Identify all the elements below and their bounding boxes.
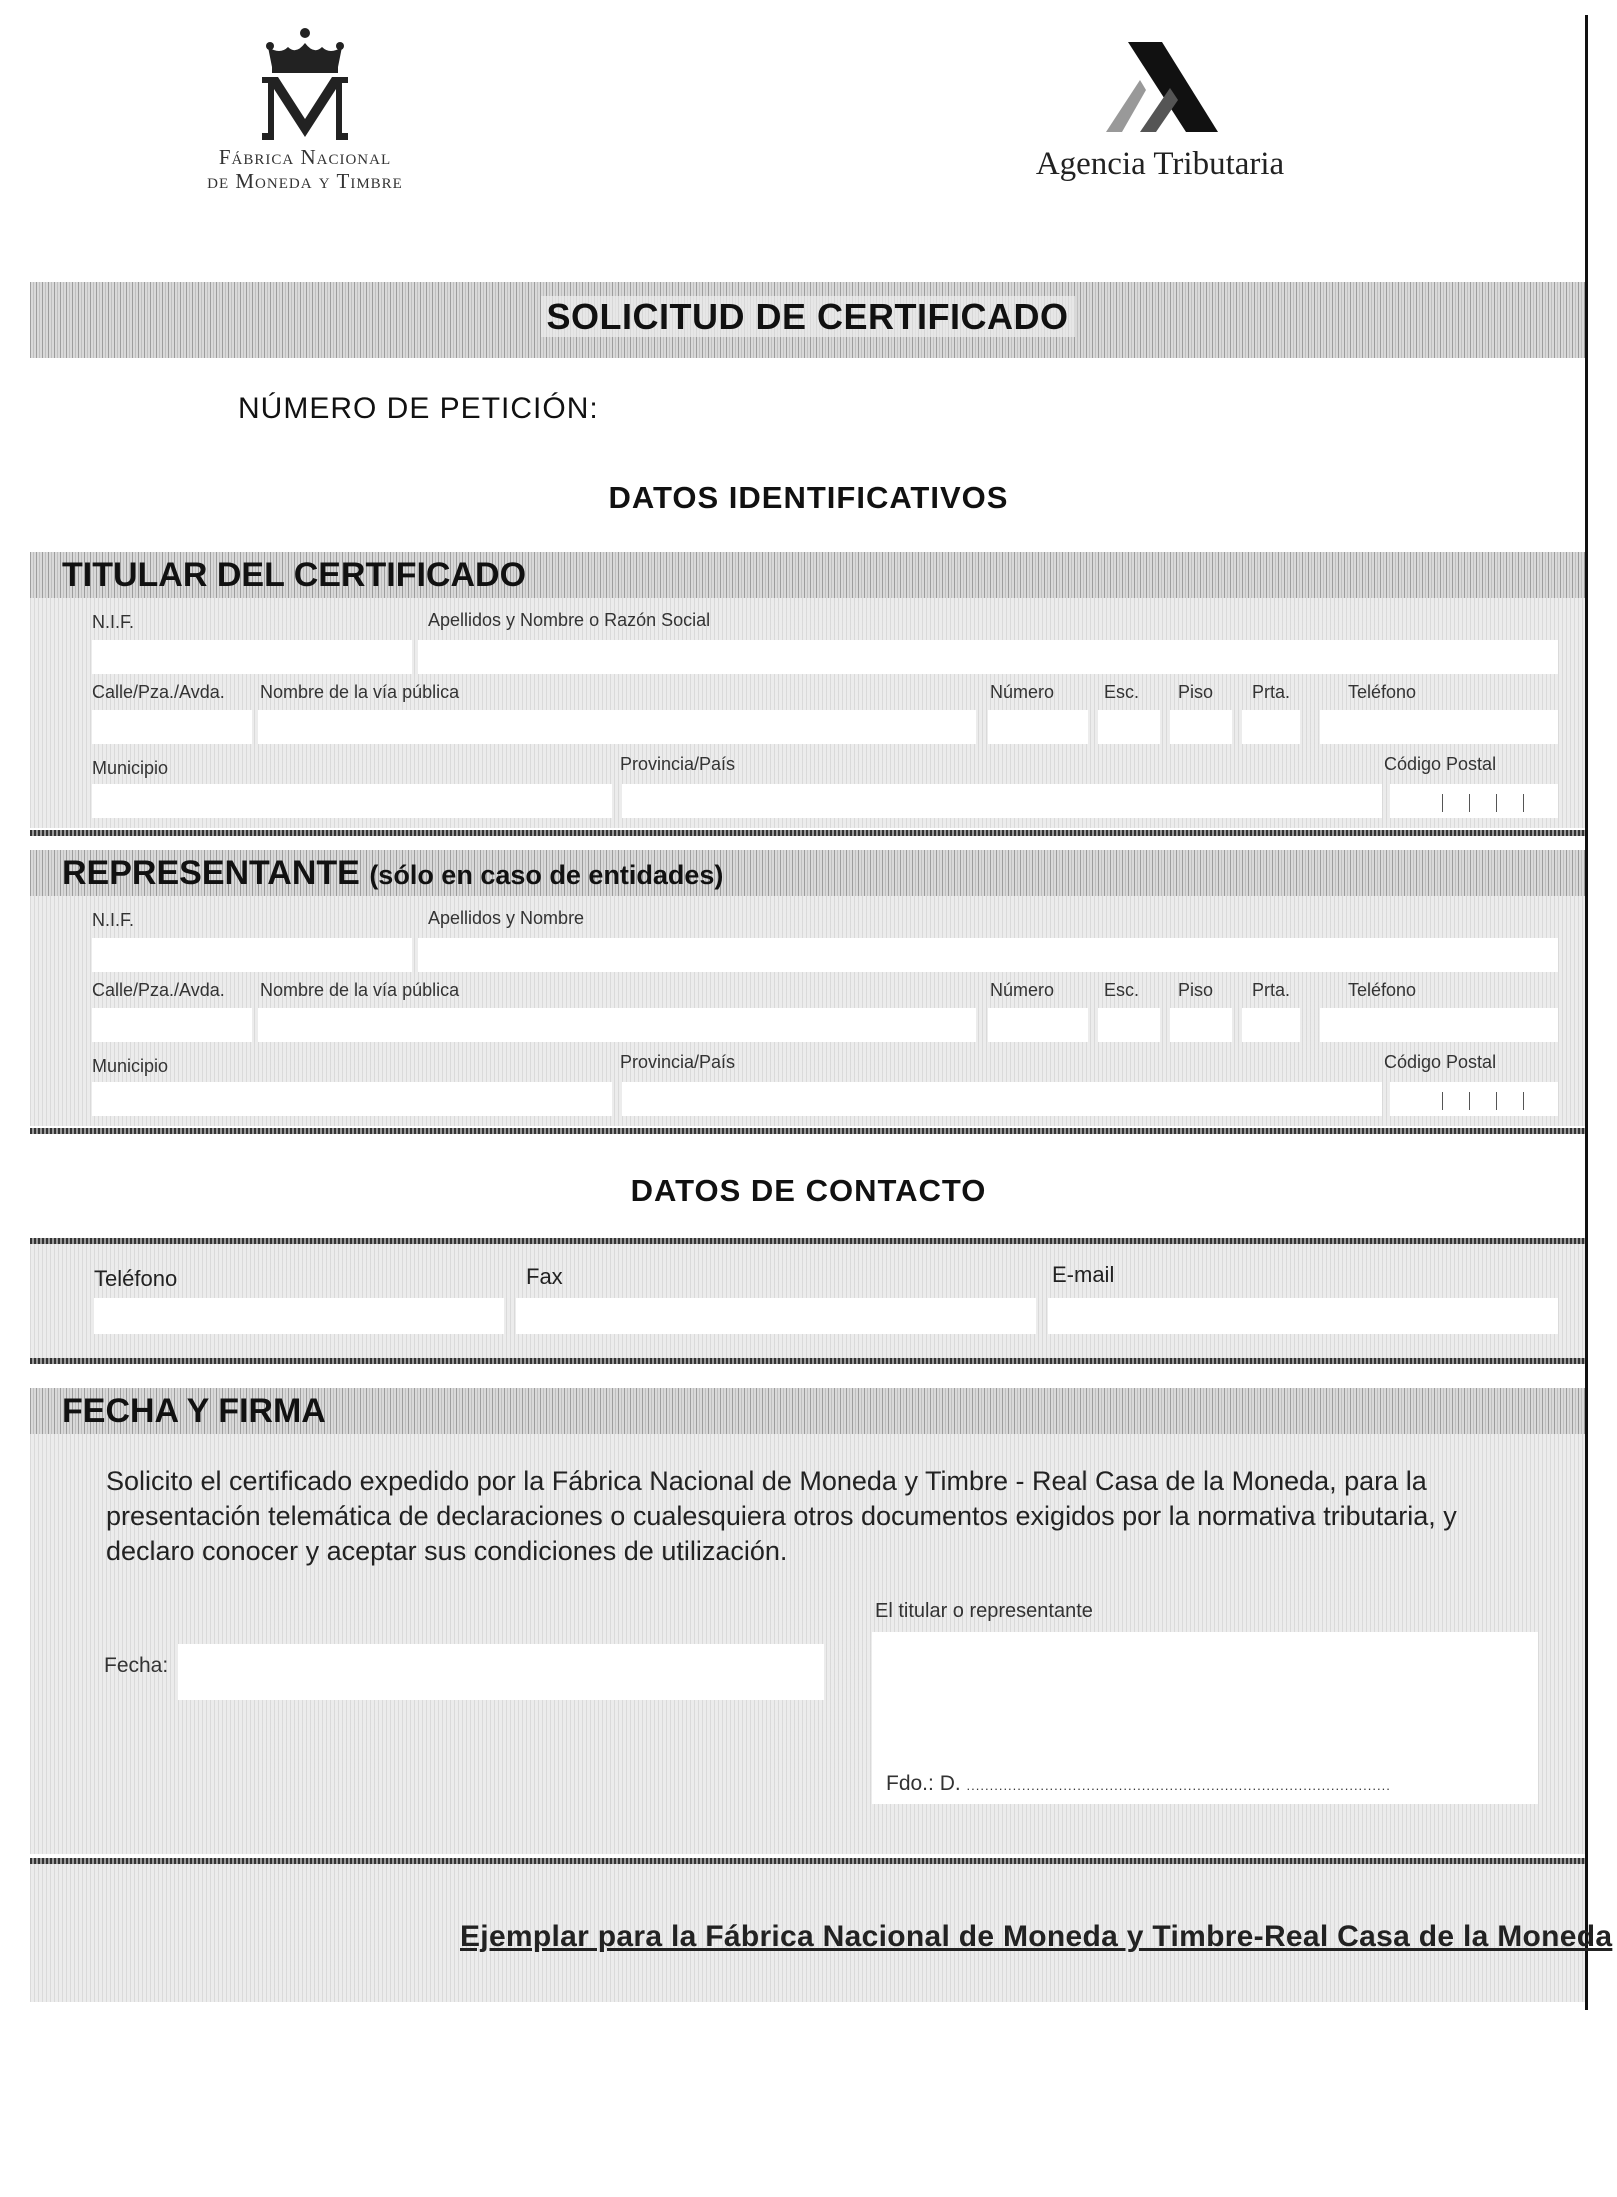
- representante-note: (sólo en caso de entidades): [369, 860, 724, 890]
- titular-calle-field[interactable]: [92, 710, 252, 744]
- representante-numero-field[interactable]: [988, 1008, 1088, 1042]
- representante-esc-field[interactable]: [1098, 1008, 1160, 1042]
- titular-piso-label: Piso: [1178, 682, 1214, 702]
- representante-bottom-rule: [30, 1128, 1585, 1134]
- fnmt-logo: [170, 25, 440, 193]
- representante-prta-field[interactable]: [1242, 1008, 1300, 1042]
- postal-code-dividers: [1442, 1092, 1550, 1110]
- contacto-section: [30, 1238, 1585, 1366]
- titular-via-label: Nombre de la vía pública: [260, 682, 460, 702]
- representante-provincia-field[interactable]: [622, 1082, 1382, 1116]
- footer-ejemplar: Ejemplar para la Fábrica Nacional de Moneda y Timbre-Real Casa de la Moneda: [460, 1920, 1613, 1953]
- contacto-email-label: E-mail: [1052, 1262, 1115, 1287]
- firma-header-band: [30, 1388, 1585, 1434]
- titular-telefono-field[interactable]: [1320, 710, 1558, 744]
- contacto-email-field[interactable]: [1048, 1298, 1558, 1334]
- contacto-telefono-label: Teléfono: [94, 1266, 178, 1291]
- representante-section: [30, 850, 1585, 1140]
- representante-heading: [62, 854, 723, 893]
- contacto-fax-field[interactable]: [516, 1298, 1036, 1334]
- fecha-field[interactable]: [178, 1644, 824, 1700]
- crown-m-icon: [250, 25, 360, 145]
- titular-nif-field[interactable]: [92, 640, 412, 674]
- titular-body: [30, 598, 1585, 828]
- representante-cp-label: Código Postal: [1384, 1052, 1497, 1072]
- titular-section: [30, 552, 1585, 842]
- representante-municipio-label: Municipio: [92, 1056, 169, 1076]
- fnmt-name-line2: de Moneda y Timbre: [207, 169, 403, 193]
- representante-telefono-label: Teléfono: [1348, 980, 1417, 1000]
- page-title: SOLICITUD DE CERTIFICADO: [541, 296, 1075, 337]
- titular-o-representante-label: El titular o representante: [875, 1600, 1093, 1622]
- contacto-bottom-rule: [30, 1358, 1585, 1364]
- titular-esc-field[interactable]: [1098, 710, 1160, 744]
- representante-nombre-label: Apellidos y Nombre: [428, 908, 585, 928]
- titular-municipio-field[interactable]: [92, 784, 612, 818]
- representante-calle-label: Calle/Pza./Avda.: [92, 980, 225, 1000]
- numero-peticion-label: NÚMERO DE PETICIÓN:: [238, 392, 599, 425]
- postal-code-dividers: [1442, 794, 1550, 812]
- representante-via-field[interactable]: [258, 1008, 976, 1042]
- representante-nif-field[interactable]: [92, 938, 412, 972]
- representante-cp-field[interactable]: [1390, 1082, 1558, 1116]
- representante-nombre-field[interactable]: [418, 938, 1558, 972]
- contacto-telefono-field[interactable]: [94, 1298, 504, 1334]
- fdo-label: [886, 1772, 1391, 1796]
- declaracion-text: Solicito el certificado expedido por la Fábrica Nacional de Moneda y Timbre - Real Casa de la Moneda, para la presentación telemática de declaraciones o cualesquiera otros documentos exigidos por la normativa tributaria, y declaro conocer y aceptar sus condiciones de utilización.: [106, 1466, 1457, 1566]
- titular-provincia-field[interactable]: [622, 784, 1382, 818]
- titular-esc-label: Esc.: [1104, 682, 1140, 702]
- representante-municipio-field[interactable]: [92, 1082, 612, 1116]
- representante-body: [30, 896, 1585, 1126]
- datos-contacto-heading: DATOS DE CONTACTO: [630, 1173, 987, 1208]
- representante-via-label: Nombre de la vía pública: [260, 980, 460, 1000]
- firma-heading: FECHA Y FIRMA: [62, 1392, 326, 1430]
- agencia-tributaria-logo: [1000, 40, 1320, 183]
- titular-header-band: [30, 552, 1585, 598]
- titular-numero-label: Número: [990, 682, 1055, 702]
- titular-cp-field[interactable]: [1390, 784, 1558, 818]
- titular-heading: TITULAR DEL CERTIFICADO: [62, 556, 527, 594]
- titular-nombre-label: Apellidos y Nombre o Razón Social: [428, 610, 711, 630]
- fecha-label: Fecha:: [104, 1654, 169, 1677]
- agency-name: Agencia Tributaria: [1035, 146, 1285, 182]
- titular-nif-label: N.I.F.: [92, 612, 135, 632]
- representante-numero-label: Número: [990, 980, 1055, 1000]
- representante-nif-label: N.I.F.: [92, 910, 135, 930]
- titular-numero-field[interactable]: [988, 710, 1088, 744]
- agencia-tributaria-icon: [1100, 40, 1220, 140]
- representante-piso-label: Piso: [1178, 980, 1214, 1000]
- representante-provincia-label: Provincia/País: [620, 1052, 736, 1072]
- representante-telefono-field[interactable]: [1320, 1008, 1558, 1042]
- contacto-body: [30, 1244, 1585, 1358]
- title-band: [30, 282, 1585, 358]
- representante-calle-field[interactable]: [92, 1008, 252, 1042]
- titular-nombre-field[interactable]: [418, 640, 1558, 674]
- titular-via-field[interactable]: [258, 710, 976, 744]
- titular-piso-field[interactable]: [1170, 710, 1232, 744]
- fdo-dotted-line: ............................................................................................: [966, 1778, 1391, 1793]
- titular-prta-label: Prta.: [1252, 682, 1291, 702]
- titular-municipio-label: Municipio: [92, 758, 169, 778]
- datos-identificativos-heading: DATOS IDENTIFICATIVOS: [608, 480, 1009, 515]
- titular-telefono-label: Teléfono: [1348, 682, 1417, 702]
- fdo-text: Fdo.: D.: [886, 1772, 961, 1795]
- titular-cp-label: Código Postal: [1384, 754, 1497, 774]
- fnmt-name-line1: Fábrica Nacional: [218, 145, 392, 169]
- representante-piso-field[interactable]: [1170, 1008, 1232, 1042]
- representante-esc-label: Esc.: [1104, 980, 1140, 1000]
- titular-provincia-label: Provincia/País: [620, 754, 736, 774]
- representante-header-band: [30, 850, 1585, 896]
- titular-bottom-rule: [30, 830, 1585, 836]
- representante-title: REPRESENTANTE: [62, 854, 360, 892]
- representante-prta-label: Prta.: [1252, 980, 1291, 1000]
- right-margin-rule: [1585, 15, 1588, 2010]
- titular-prta-field[interactable]: [1242, 710, 1300, 744]
- contacto-fax-label: Fax: [526, 1264, 563, 1289]
- titular-calle-label: Calle/Pza./Avda.: [92, 682, 225, 702]
